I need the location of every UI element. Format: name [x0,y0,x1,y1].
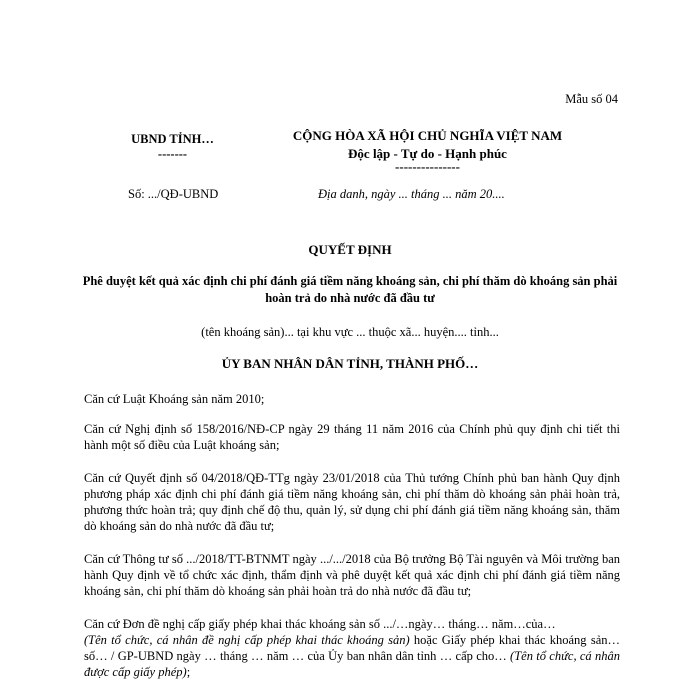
place-date: Địa danh, ngày ... tháng ... năm 20.... [318,187,505,201]
issuer-block [110,132,235,159]
mineral-scope: (tên khoáng sản)... tại khu vực ... thuộc xã... huyện.... tỉnh... [201,325,499,339]
form-number: Mẫu số 04 [565,92,618,106]
document-title: QUYẾT ĐỊNH [308,242,392,257]
document-body [84,391,620,697]
issuer-name: UBND TỈNH… [131,132,214,146]
document-number: Số: .../QĐ-UBND [128,187,219,201]
motto-dash: --------------- [395,159,460,174]
nation-block [255,128,600,172]
document-subtitle: Phê duyệt kết quả xác định chi phí đánh giá tiềm năng khoáng sản, chi phí thăm dò khoáng sản phải hoàn trả do nhà nước đã đầu tư [82,274,618,305]
p5-text-a: Căn cứ Đơn đề nghị cấp giấy phép khai thác khoáng sản số .../…ngày… tháng… năm…của… [84,617,556,631]
p5-text-c: hoặc Giấy phép khai thác khoáng sản… số… / GP-UBND ngày … tháng … năm … của Ủy ban nhân dân tỉnh … cấp cho… [84,633,620,663]
basis-paragraph-2: Căn cứ Nghị định số 158/2016/NĐ-CP ngày 29 tháng 11 năm 2016 của Chính phủ quy định chi tiết thi hành một số điều của Luật khoáng sản; [84,422,620,452]
p5-licensee-placeholder: (Tên tổ chức, cá nhân được cấp giấy phép) [84,649,620,679]
basis-paragraph-4: Căn cứ Thông tư số .../2018/TT-BTNMT ngày .../.../2018 của Bộ trưởng Bộ Tài nguyên và Môi trường ban hành Quy định về tổ chức xác định, thẩm định và phê duyệt kết quả xác định chi phí đánh giá tiềm năng khoáng sản, chi phí thăm dò khoáng sản phải hoàn trả do nhà nước đã đầu tư; [84,552,620,598]
basis-paragraph-5 [84,616,620,680]
nation-motto: Độc lập - Tự do - Hạnh phúc [348,146,507,161]
issuing-authority: ỦY BAN NHÂN DÂN TỈNH, THÀNH PHỐ… [221,356,479,371]
nation-name: CỘNG HÒA XÃ HỘI CHỦ NGHĨA VIỆT NAM [292,128,563,143]
basis-paragraph-3: Căn cứ Quyết định số 04/2018/QĐ-TTg ngày 23/01/2018 của Thủ tướng Chính phủ ban hành Quy định phương pháp xác định chi phí đánh giá tiềm năng khoáng sản, chi phí thăm dò khoáng sản phải hoàn trả, phương thức hoàn trả; quy định chế độ thu, quản lý, sử dụng chi phí đánh giá tiềm năng khoáng sản, thăm dò khoáng sản do nhà nước đã đầu tư; [84,471,620,533]
issuer-dash: ------- [157,147,188,161]
p5-text-e: ; [186,665,191,679]
basis-paragraph-1: Căn cứ Luật Khoáng sản năm 2010; [84,392,265,406]
p5-applicant-placeholder: (Tên tổ chức, cá nhân đề nghị cấp phép khai thác khoáng sản) [84,633,410,647]
